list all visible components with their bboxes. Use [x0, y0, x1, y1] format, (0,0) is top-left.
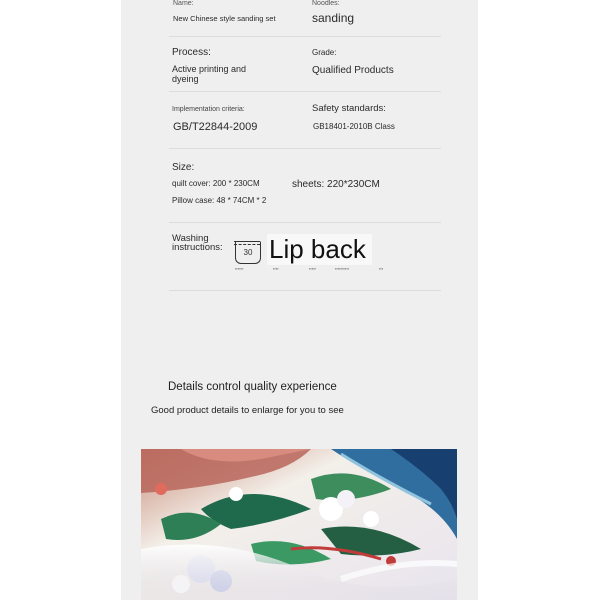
washing-label [172, 234, 223, 252]
divider [169, 91, 441, 92]
quilt-cover-size: quilt cover: 200 * 230CM [172, 179, 260, 188]
details-subheading: Good product details to enlarge for you to see [151, 405, 344, 416]
care-label-text: ▪▪▪▪▪ [309, 266, 317, 271]
noodles-label: Noodles: [312, 0, 340, 7]
washing-label-line1: Washing [172, 233, 209, 244]
name-value: New Chinese style sanding set [173, 14, 276, 23]
noodles-value: sanding [312, 11, 355, 25]
divider [169, 148, 441, 149]
lip-back-overlay: Lip back [267, 234, 372, 265]
process-value-line1: Active printing and [172, 64, 247, 74]
name-label: Name: [173, 0, 194, 7]
criteria-label: Implementation criteria: [172, 106, 245, 113]
safety-value: GB18401-2010B Class [313, 122, 395, 131]
grade-value: Qualified Products [312, 65, 394, 76]
wash-tub-30-icon [235, 241, 261, 264]
sheets-size: sheets: 220*230CM [292, 179, 380, 190]
details-heading: Details control quality experience [168, 381, 337, 393]
fabric-closeup-photo [141, 449, 457, 600]
care-label-text: ▪▪▪ [379, 266, 384, 271]
product-detail-panel [121, 0, 478, 600]
divider [169, 222, 441, 223]
process-value-line2: dyeing [172, 74, 199, 84]
divider [169, 36, 441, 37]
safety-label: Safety standards: [312, 103, 386, 114]
wash-temperature: 30 [243, 248, 253, 257]
criteria-value: GB/T22844-2009 [173, 121, 258, 133]
size-label: Size: [172, 162, 195, 173]
grade-label: Grade: [312, 48, 337, 57]
divider [169, 290, 441, 291]
care-label-text: ▪▪▪▪▪▪▪▪▪▪ [335, 266, 350, 271]
process-label: Process: [172, 47, 211, 58]
pillow-case-size: Pillow case: 48 * 74CM * 2 [172, 196, 267, 205]
washing-label-line2: instructions: [172, 242, 223, 253]
care-label-text: ▪▪▪▪▪▪ [235, 266, 244, 271]
care-label-text: ▪▪▪▪ [273, 266, 279, 271]
